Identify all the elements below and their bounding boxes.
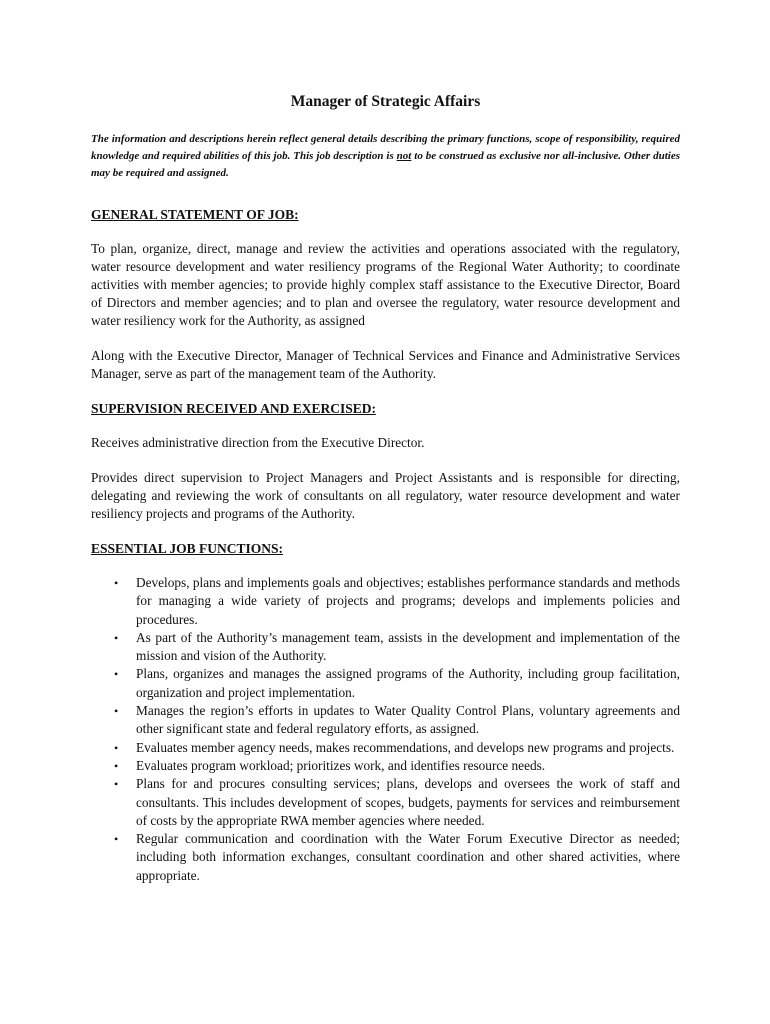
bullet-icon: • xyxy=(114,630,119,645)
supervision-received-paragraph: Receives administrative direction from the Executive Director. xyxy=(91,435,425,450)
list-item-text: Plans, organizes and manages the assigned programs of the Authority, including group facilitation, organization and project implementation. xyxy=(136,666,680,700)
general-statement-heading: GENERAL STATEMENT OF JOB: xyxy=(91,207,299,222)
bullet-icon: • xyxy=(114,667,119,682)
bullet-icon: • xyxy=(114,576,119,590)
bullet-icon: • xyxy=(114,758,119,773)
list-item xyxy=(91,574,680,629)
page-title: Manager of Strategic Affairs xyxy=(290,93,481,110)
essential-functions-list xyxy=(91,574,680,885)
list-item-text: Evaluates program workload; prioritizes work, and identifies resource needs. xyxy=(136,757,546,773)
list-item-text: Develops, plans and implements goals and objectives; establishes performance standards and methods for managing a wide variety of projects and programs; develops and implements policies and procedures. xyxy=(136,575,680,627)
list-item xyxy=(91,665,680,702)
general-statement-paragraph: To plan, organize, direct, manage and review the activities and operations associated with the regulatory, water resource development and water resiliency programs of the Regional Water Authority; to coordinate activities with member agencies; to provide highly complex staff assistance to the Executive Director, Board of Directors and member agencies; and to plan and oversee the regulatory, water resource development and water resiliency work for the Authority, as assigned xyxy=(91,241,680,328)
bullet-icon: • xyxy=(114,832,119,847)
list-item-text: Manages the region’s efforts in updates to Water Quality Control Plans, voluntary agreements and other significant state and federal regulatory efforts, as assigned. xyxy=(136,703,680,737)
management-team-paragraph: Along with the Executive Director, Manager of Technical Services and Finance and Administrative Services Manager, serve as part of the management team of the Authority. xyxy=(91,348,680,381)
supervision-heading: SUPERVISION RECEIVED AND EXERCISED: xyxy=(91,401,376,416)
list-item-text: Regular communication and coordination with the Water Forum Executive Director as needed; including both information exchanges, consultant coordination and other shared activities, where appropriate. xyxy=(136,831,680,883)
bullet-icon: • xyxy=(114,704,119,719)
list-item xyxy=(91,739,680,757)
list-item xyxy=(91,775,680,830)
bullet-icon: • xyxy=(114,777,119,792)
list-item-text: Plans for and procures consulting services; plans, develops and oversees the work of staff and consultants. This includes development of scopes, budgets, payments for services and reimbursement of costs by the appropriate RWA member agencies where needed. xyxy=(136,776,680,828)
essential-functions-heading: ESSENTIAL JOB FUNCTIONS: xyxy=(91,541,284,556)
list-item xyxy=(91,629,680,666)
disclaimer xyxy=(91,131,680,182)
bullet-icon: • xyxy=(114,740,119,755)
list-item-text: Evaluates member agency needs, makes recommendations, and develops new programs and projects. xyxy=(136,739,675,755)
disclaimer-emphasis: not xyxy=(396,150,412,162)
list-item xyxy=(91,830,680,885)
disclaimer-text-1: The information and descriptions herein reflect general details describing the primary functions, scope of responsibility, required knowledge and required abilities of this job. This job description is xyxy=(91,133,680,162)
list-item-text: As part of the Authority’s management team, assists in the development and implementation of the mission and vision of the Authority. xyxy=(136,629,680,664)
list-item xyxy=(91,702,680,739)
disclaimer-text-2: to be construed as exclusive nor all-inclusive. Other duties may be required and assigned. xyxy=(91,150,680,179)
supervision-exercised-paragraph: Provides direct supervision to Project Managers and Project Assistants and is responsible for directing, delegating and reviewing the work of consultants on all regulatory, water resource development and water resiliency projects and programs of the Authority. xyxy=(91,470,680,521)
list-item xyxy=(91,757,680,775)
